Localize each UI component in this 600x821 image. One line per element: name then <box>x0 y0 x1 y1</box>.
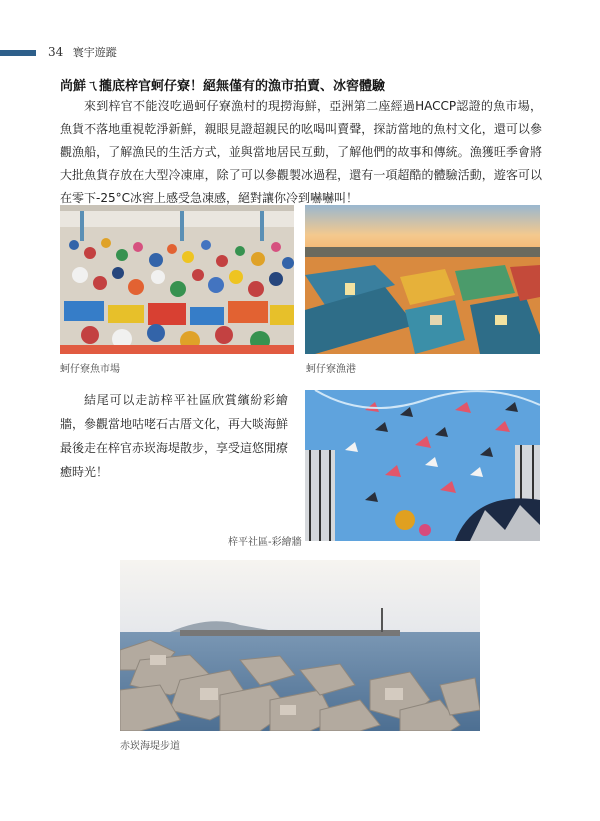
article-heading: 尚鮮ㄟ攏底梓官蚵仔寮！絕無僅有的漁市拍賣、冰窖體驗 <box>60 79 386 94</box>
running-header <box>48 44 117 60</box>
caption-fishing-port: 蚵仔寮漁港 <box>306 364 356 375</box>
mural-photo <box>305 390 540 541</box>
caption-fish-market: 蚵仔寮魚市場 <box>60 364 120 375</box>
section-title: 寰宇遊蹤 <box>72 46 117 59</box>
page-number: 34 <box>48 45 64 59</box>
body-paragraph-1: 來到梓官不能沒吃過蚵仔寮漁村的現撈海鮮，亞洲第二座經過HACCP認證的魚市場，魚貨不落地重視乾淨新鮮，親眼見證超親民的吆喝叫賣聲，探訪當地的魚村文化，還可以參觀漁船，了解漁民的生活方式，並與當地居民互動，了解他們的故事和傳統。漁獲旺季會將大批魚貨存放在大型冷凍庫，除了可以參觀製冰過程，還有一項超酷的體驗活動，遊客可以在零下-25°C冰窖上感受急凍感，絕對讓你冷到嚇嚇叫！ <box>60 99 542 205</box>
fish-market-photo <box>60 205 294 354</box>
caption-mural: 梓平社區-彩繪牆 <box>228 537 302 548</box>
header-accent-bar <box>0 50 36 56</box>
caption-seawall: 赤崁海堤步道 <box>120 741 180 752</box>
fishing-port-photo <box>305 205 540 354</box>
body-paragraph-2: 結尾可以走訪梓平社區欣賞繽紛彩繪牆，參觀當地咕咾石古厝文化，再大啖海鮮最後走在梓官赤崁海堤散步，享受這悠閒療癒時光！ <box>60 393 289 479</box>
seawall-photo <box>120 560 480 731</box>
